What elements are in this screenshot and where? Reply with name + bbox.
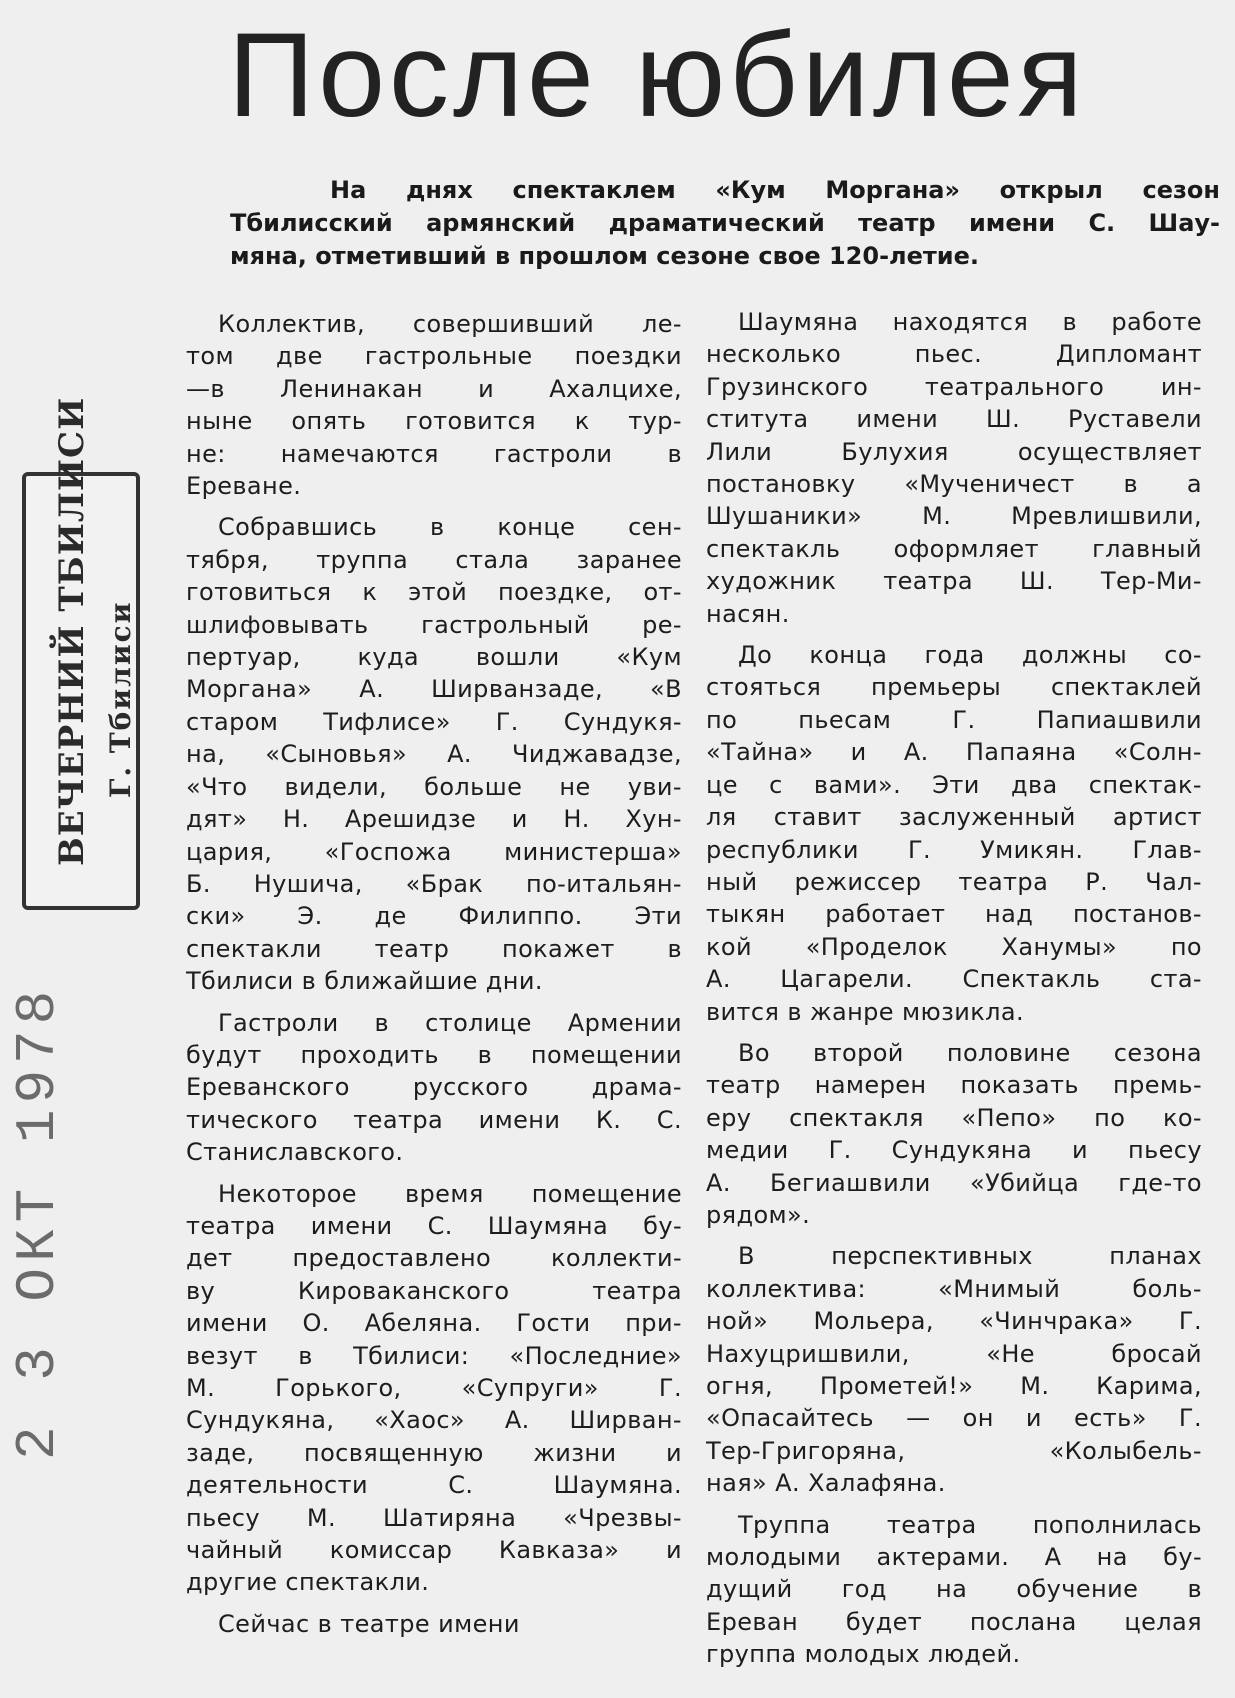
text-line: шлифовывать гастрольный ре-: [186, 610, 682, 639]
text-line: готовиться к этой поездке, от-: [186, 578, 682, 607]
text-line: «Опасайтесь — он и есть» Г.: [706, 1404, 1202, 1433]
text-line: заде, посвященную жизни и: [186, 1438, 682, 1467]
paragraph: [186, 1178, 682, 1599]
text-line: ститута имени Ш. Руставели: [706, 405, 1202, 434]
text-line: Ереван будет послана целая: [706, 1607, 1202, 1636]
text-line: пертуар, куда вошли «Кум: [186, 643, 682, 672]
paragraph: [706, 639, 1202, 1028]
text-line: Некоторое время помещение: [218, 1179, 682, 1208]
right-column: [706, 306, 1202, 1680]
text-line: А. Бегиашвили «Убийца где-то: [706, 1168, 1202, 1197]
text-line: рядом».: [706, 1200, 811, 1229]
text-line: Труппа театра пополнилась: [738, 1510, 1202, 1539]
text-line: ву Кироваканского театра: [186, 1276, 682, 1305]
text-line: не: намечаются гастроли в: [186, 439, 682, 468]
text-line: тического театра имени К. С.: [186, 1105, 682, 1134]
text-line: будут проходить в помещении: [186, 1040, 682, 1069]
paragraph: [706, 1037, 1202, 1231]
text-line: пьесу М. Шатиряна «Чрезвы-: [186, 1503, 682, 1532]
text-line: тября, труппа стала заранее: [186, 545, 682, 574]
text-line: дет предоставлено коллекти-: [186, 1244, 682, 1273]
text-line: на, «Сыновья» А. Чиджавадзе,: [186, 740, 682, 769]
text-line: несколько пьес. Дипломант: [706, 340, 1202, 369]
text-line: «Что видели, больше не уви-: [186, 772, 682, 801]
text-line: имени О. Абеляна. Гости при-: [186, 1309, 682, 1338]
text-line: Моргана» А. Ширванзаде, «В: [186, 675, 682, 704]
text-line: старом Тифлисе» Г. Сундукя-: [186, 707, 682, 736]
paragraph: [186, 1608, 682, 1640]
text-line: Тер-Григоряна, «Колыбель-: [706, 1436, 1202, 1465]
date-stamp: 2 3 ОКТ 1978: [6, 984, 70, 1460]
text-line: Ереване.: [186, 472, 302, 501]
text-line: Собравшись в конце сен-: [218, 513, 682, 542]
paragraph: [186, 308, 682, 502]
text-line: Шаумяна находятся в работе: [738, 308, 1202, 336]
text-line: республики Г. Умикян. Глав-: [706, 835, 1202, 864]
text-line: Шушаники» М. Мревлишвили,: [706, 502, 1202, 531]
text-line: ная» А. Халафяна.: [706, 1469, 946, 1498]
text-line: постановку «Мученичест в а: [706, 470, 1202, 499]
stamp-city: Г. Тбилиси: [104, 600, 137, 798]
text-line: Тбилиси в ближайшие дни.: [186, 967, 543, 996]
lead-line: мяна, отметивший в прошлом сезоне свое 120-летие.: [230, 242, 980, 270]
text-line: кой «Проделок Ханумы» по: [706, 932, 1202, 961]
text-line: по пьесам Г. Папиашвили: [706, 705, 1202, 734]
text-line: Грузинского театрального ин-: [706, 372, 1202, 401]
text-line: дущий год на обучение в: [706, 1575, 1202, 1604]
text-line: А. Цагарели. Спектакль ста-: [706, 965, 1202, 994]
article-lead: [230, 174, 1220, 273]
text-line: Нахуцришвили, «Не бросай: [706, 1339, 1202, 1368]
text-line: деятельности С. Шаумяна.: [186, 1471, 682, 1500]
text-line: Ереванского русского драма-: [186, 1073, 682, 1102]
text-line: цария, «Госпожа министерша»: [186, 837, 682, 866]
text-line: молодыми актерами. А на бу-: [706, 1543, 1202, 1572]
source-stamp: [22, 396, 140, 910]
text-line: —в Ленинакан и Ахалцихе,: [186, 374, 682, 403]
text-line: спектакли театр покажет в: [186, 934, 682, 963]
text-line: ля ставит заслуженный артист: [706, 803, 1202, 832]
text-line: огня, Прометей!» М. Карима,: [706, 1372, 1202, 1400]
text-line: Коллектив, совершивший ле-: [218, 310, 682, 338]
text-line: ный режиссер театра Р. Чал-: [706, 867, 1202, 896]
text-line: Во второй половине сезона: [738, 1038, 1202, 1067]
text-line: ныне опять готовится к тур-: [186, 407, 682, 436]
text-line: коллектива: «Мнимый боль-: [706, 1274, 1202, 1303]
text-line: чайный комиссар Кавказа» и: [186, 1536, 682, 1565]
text-line: везут в Тбилиси: «Последние»: [186, 1341, 682, 1370]
text-line: спектакль оформляет главный: [706, 534, 1202, 563]
text-line: Сундукяна, «Хаос» А. Ширван-: [186, 1406, 682, 1435]
text-line: театр намерен показать премь-: [706, 1071, 1202, 1100]
lead-line: На днях спектаклем «Кум Моргана» открыл сезон: [330, 176, 1220, 204]
text-line: ной» Мольера, «Чинчрака» Г.: [706, 1307, 1202, 1336]
lead-line: Тбилисский армянский драматический театр имени С. Шау-: [230, 209, 1220, 237]
text-line: В перспективных планах: [738, 1242, 1202, 1271]
text-line: медии Г. Сундукяна и пьесу: [706, 1136, 1202, 1165]
text-line: М. Горького, «Супруги» Г.: [186, 1374, 682, 1402]
text-line: стояться премьеры спектаклей: [706, 673, 1202, 702]
paragraph: [186, 1007, 682, 1169]
text-line: художник театра Ш. Тер-Ми-: [706, 567, 1202, 596]
text-line: тыкян работает над постанов-: [706, 900, 1202, 929]
text-line: том две гастрольные поездки: [186, 342, 682, 371]
text-line: другие спектакли.: [186, 1568, 430, 1597]
text-line: До конца года должны со-: [738, 641, 1202, 670]
paragraph: [706, 306, 1202, 630]
stamp-newspaper-name: ВЕЧЕРНИЙ ТБИЛИСИ: [52, 396, 92, 866]
text-line: вится в жанре мюзикла.: [706, 997, 1025, 1026]
text-line: «Тайна» и А. Папаяна «Солн-: [706, 738, 1202, 767]
article-title: После юбилея: [228, 8, 1087, 142]
text-line: це с вами». Эти два спектак-: [706, 770, 1202, 799]
text-line: дят» Н. Арешидзе и Н. Хун-: [186, 805, 682, 834]
paragraph: [706, 1509, 1202, 1671]
text-line: Станиславского.: [186, 1138, 404, 1167]
paragraph: [186, 511, 682, 997]
paragraph: [706, 1240, 1202, 1499]
text-line: театра имени С. Шаумяна бу-: [186, 1211, 682, 1240]
text-line: Лили Булухия осуществляет: [706, 437, 1202, 466]
left-column: [186, 308, 682, 1649]
text-line: Сейчас в театре имени: [218, 1609, 520, 1638]
text-line: группа молодых людей.: [706, 1640, 1021, 1669]
text-line: насян.: [706, 599, 790, 628]
text-line: ски» Э. де Филиппо. Эти: [186, 902, 682, 931]
text-line: Гастроли в столице Армении: [218, 1008, 682, 1037]
text-line: Б. Нушича, «Брак по-итальян-: [186, 869, 682, 898]
text-line: еру спектакля «Пепо» по ко-: [706, 1103, 1202, 1132]
